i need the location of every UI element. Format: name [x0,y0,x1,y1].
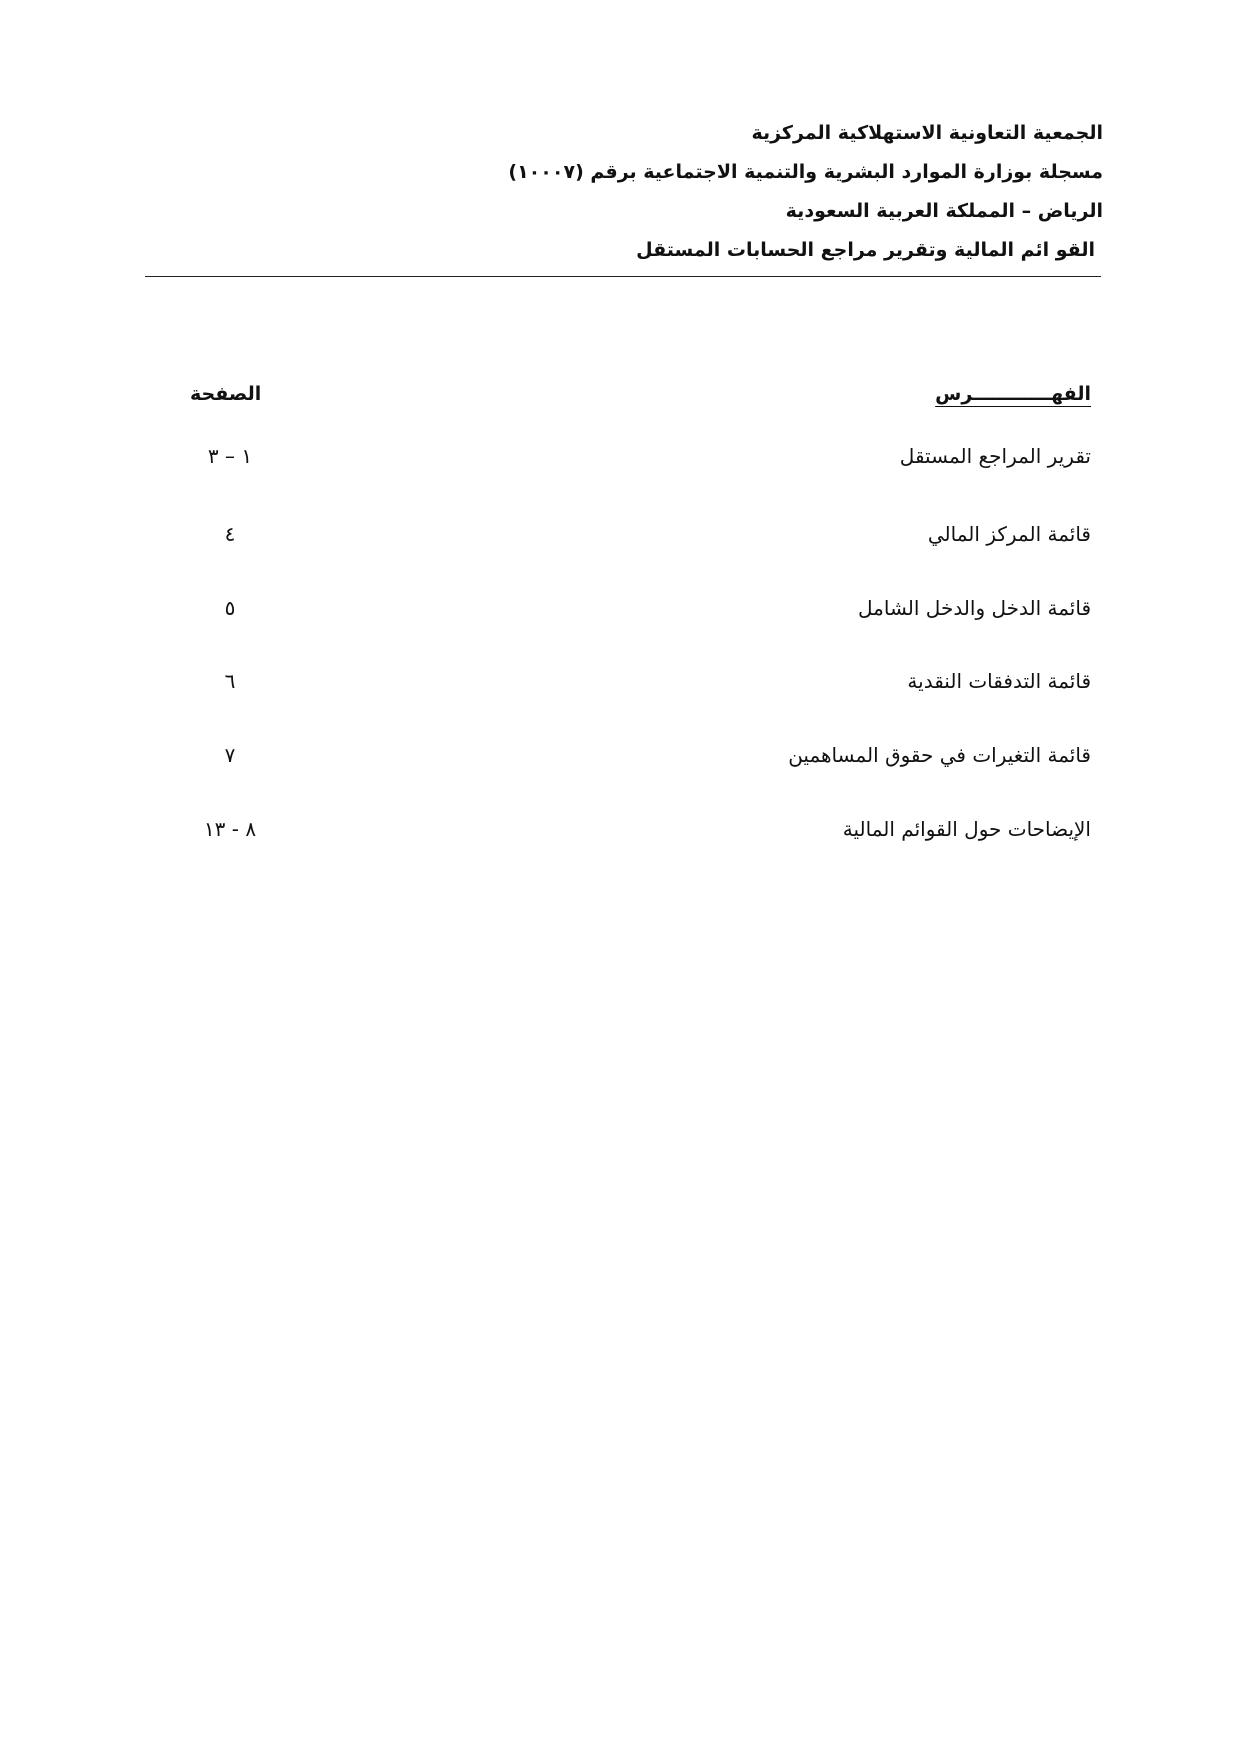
toc-row [0,735,1241,775]
toc-entry-label: الإيضاحات حول القوائم المالية [842,817,1091,841]
toc-row [0,661,1241,701]
toc-entry-page: ٨ - ١٣ [203,817,257,841]
toc-row [0,809,1241,849]
toc-title: الفهــــــــــــرس [935,383,1091,405]
toc-row [0,588,1241,628]
toc-entry-label: تقرير المراجع المستقل [899,444,1091,468]
toc-entry-label: قائمة المركز المالي [927,522,1091,546]
toc-entry-page: ٥ [224,596,236,620]
toc-header-row [0,374,1241,414]
toc-entry-label: قائمة الدخل والدخل الشامل [858,596,1091,620]
toc-entry-page: ٧ [224,743,236,767]
toc-entry-page: ٤ [224,522,236,546]
toc-entry-page: ١ – ٣ [207,444,253,468]
toc-row [0,436,1241,476]
organization-name: الجمعية التعاونية الاستهلاكية المركزية [751,122,1103,144]
toc-row [0,514,1241,554]
page-column-heading: الصفحة [190,383,262,405]
location-line: الرياض – المملكة العربية السعودية [785,200,1103,222]
toc-entry-label: قائمة التغيرات في حقوق المساهمين [788,743,1091,767]
toc-entry-page: ٦ [224,669,236,693]
toc-entry-label: قائمة التدفقات النقدية [907,669,1091,693]
document-title: القو ائم المالية وتقرير مراجع الحسابات المستقل [636,239,1095,261]
registration-line: مسجلة بوزارة الموارد البشرية والتنمية الاجتماعية برقم (١٠٠٠٧) [508,161,1103,183]
